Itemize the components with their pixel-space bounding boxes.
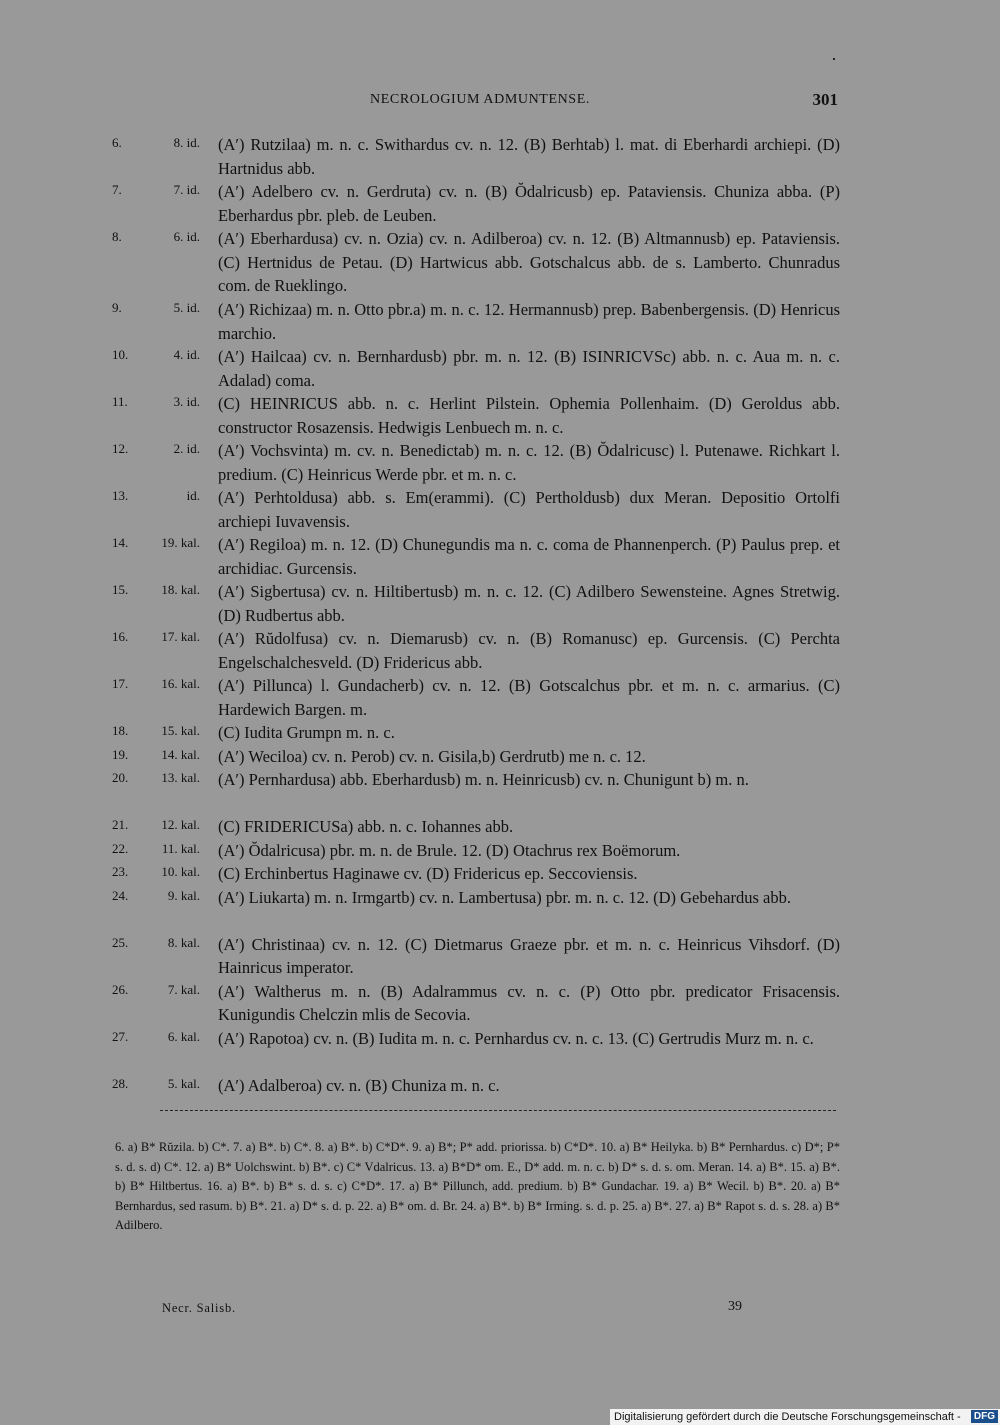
signature-mark: Necr. Salisb. <box>162 1301 236 1315</box>
entry <box>112 933 840 980</box>
entry <box>112 627 840 674</box>
entry-text: (A′) Eberhardusa) cv. n. Ozia) cv. n. Adilberoa) cv. n. 12. (B) Altmannusb) ep. Pataviensis. (C) Hertnidus de Petau. (D) Hartwicus abb. Gotschalcus abb. de s. Lamberto. Chunradus com. de Rueklingo. <box>218 229 840 295</box>
entry-number: 14. <box>112 535 129 550</box>
entry-date: 17. kal. <box>161 629 200 644</box>
entry <box>112 1074 840 1098</box>
entry-text: (C) FRIDERICUSa) abb. n. c. Iohannes abb. <box>218 817 514 836</box>
entry-number: 17. <box>112 676 129 691</box>
entry-text: (A′) Liukarta) m. n. Irmgartb) cv. n. Lambertusa) pbr. m. n. c. 12. (D) Gebehardus abb. <box>218 887 791 907</box>
page-header <box>120 92 840 114</box>
entry-text: (A′) Pillunca) l. Gundacherb) cv. n. 12. (B) Gotscalchus pbr. et m. n. c. armarius. (C) Hardewich Bargen. m. <box>218 676 840 719</box>
funding-banner[interactable] <box>610 1409 1000 1425</box>
entry <box>112 674 840 721</box>
entry <box>112 133 840 180</box>
entry-number: 7. <box>112 182 122 197</box>
entry-text: (A′) Pernhardusa) abb. Eberhardusb) m. n. Heinricusb) cv. n. Chunigunt b) m. n. <box>218 770 749 789</box>
entry-date: 7. id. <box>173 182 200 197</box>
funding-text: Digitalisierung gefördert durch die Deutsche Forschungsgemeinschaft - <box>614 1411 961 1423</box>
entry-text: (C) Erchinbertus Haginawe cv. (D) Fridericus ep. Seccoviensis. <box>218 864 638 883</box>
entry <box>112 1027 840 1074</box>
entry-date: 4. id. <box>173 347 200 362</box>
entry-number: 15. <box>112 582 129 597</box>
entry <box>112 721 840 745</box>
entry-text: (A′) Rapotoa) cv. n. (B) Iudita m. n. c. Pernhardus cv. n. c. 13. (C) Gertrudis Murz m. n. c. <box>218 1028 814 1048</box>
entry <box>112 839 840 863</box>
entry-number: 18. <box>112 723 129 738</box>
entry-number: 19. <box>112 746 129 762</box>
entry-text: (C) HEINRICUS abb. n. c. Herlint Pilstein. Ophemia Pollenhaim. (D) Geroldus abb. constructor Rosazensis. Hedwigis Lenbuech m. n. c. <box>218 394 840 437</box>
entry-text: (A′) Regiloa) m. n. 12. (D) Chunegundis ma n. c. coma de Phannenperch. (P) Paulus prep. et archidiac. Gurcensis. <box>218 535 840 578</box>
entry-date: 6. kal. <box>167 1028 200 1044</box>
page-number: 301 <box>812 90 838 109</box>
entry <box>112 886 840 933</box>
entry-number: 25. <box>112 934 129 950</box>
entry-number: 11. <box>112 394 128 409</box>
entry-date: 10. kal. <box>161 864 200 879</box>
entry-number: 20. <box>112 770 129 785</box>
entry-date: 6. id. <box>173 229 200 244</box>
entry <box>112 227 840 298</box>
entry-date: 7. kal. <box>167 981 200 997</box>
entry <box>112 745 840 769</box>
entry-date: 13. kal. <box>161 770 200 785</box>
entry-text: (A′) Rutzilaa) m. n. c. Swithardus cv. n. 12. (B) Berhtab) l. mat. di Eberhardi archiepi. (D) Hartnidus abb. <box>218 135 840 178</box>
entry-date: 12. kal. <box>161 817 200 832</box>
entry <box>112 768 840 815</box>
entry-number: 16. <box>112 629 129 644</box>
entry-text: (A′) Rŭdolfusa) cv. n. Diemarusb) cv. n. (B) Romanusc) ep. Gurcensis. (C) Perchta Engelschalchesveld. (D) Fridericus abb. <box>218 629 840 672</box>
entry-text: (A′) Christinaa) cv. n. 12. (C) Dietmarus Graeze pbr. et m. n. c. Heinricus Vihsdorf. (D) Hainricus imperator. <box>218 934 840 977</box>
entry-date: 8. kal. <box>167 934 200 950</box>
entry-text: (A′) Waltherus m. n. (B) Adalrammus cv. n. c. (P) Otto pbr. predicator Frisacensis. Kunigundis Chelczin mlis de Secovia. <box>218 981 840 1024</box>
entry <box>112 392 840 439</box>
entry-date: 5. id. <box>173 300 200 315</box>
entry <box>112 580 840 627</box>
entry <box>112 980 840 1027</box>
entry-date: 14. kal. <box>161 746 200 762</box>
entry-text: (A′) Ŏdalricusa) pbr. m. n. de Brule. 12. (D) Otachrus rex Boëmorum. <box>218 840 681 860</box>
entry-date: 11. kal. <box>161 840 200 856</box>
entry-date: 16. kal. <box>161 676 200 691</box>
entry-text: (A′) Vochsvinta) m. cv. n. Benedictab) m. n. c. 12. (B) Ŏdalricusc) l. Putenawe. Richkart l. predium. (C) Heinricus Werde pbr. et m. n. c. <box>218 441 840 484</box>
margin-mark <box>833 58 835 60</box>
entry <box>112 815 840 839</box>
entry <box>112 533 840 580</box>
entry <box>112 180 840 227</box>
necrology-entries <box>112 133 840 1097</box>
entry-date: 15. kal. <box>161 723 200 738</box>
entry-number: 8. <box>112 229 122 244</box>
entry-date: 9. kal. <box>167 887 200 903</box>
entry-number: 9. <box>112 300 122 315</box>
entry-number: 22. <box>112 840 129 856</box>
footnotes: 6. a) B* Rŭzila. b) C*. 7. a) B*. b) C*. 8. a) B*. b) C*D*. 9. a) B*; P* add. priorissa. b) C*D*. 10. a) B* Heilyka. b) B* Pernhardus. c) D*; P* s. d. s. d) C*. 12. a) B* Uolchswint. b) B*. c) C* Vdalricus. 13. a) B*D* om. E., D* add. m. n. c. b) D* s. d. s. om. Meran. 14. a) B*. 15. a) B*. b) B* Hiltbertus. 16. a) B*. b) B* s. d. s. c) C*D*. 17. a) B* Pillunch, add. predium. b) B* Gundachar. 19. a) B* Wecil. b) B*. 20. a) B* Bernhardus, sed rasum. b) B*. 21. a) D* s. d. p. 22. a) B* om. d. Br. 24. a) B*. b) B* Irming. s. d. p. 25. a) B*. 27. a) B* Rapot s. d. s. 28. a) B* Adilbero. <box>115 1140 840 1232</box>
entry-date: id. <box>186 488 200 503</box>
entry <box>112 345 840 392</box>
entry-date: 18. kal. <box>161 582 200 597</box>
entry <box>112 298 840 345</box>
entry-number: 23. <box>112 864 129 879</box>
entry-text: (A′) Perhtoldusa) abb. s. Em(erammi). (C) Pertholdusb) dux Meran. Depositio Ortolfi archiepi Iuvavensis. <box>218 488 840 531</box>
entry-number: 24. <box>112 887 129 903</box>
entry <box>112 439 840 486</box>
sheet-number: 39 <box>728 1299 742 1314</box>
entry-date: 2. id. <box>173 441 200 456</box>
entry-number: 12. <box>112 441 129 456</box>
entry-number: 28. <box>112 1075 129 1091</box>
entry-text: (A′) Adelbero cv. n. Gerdruta) cv. n. (B) Ŏdalricusb) ep. Pataviensis. Chuniza abba. (P) Eberhardus pbr. pleb. de Leuben. <box>218 182 840 225</box>
footnote-separator <box>160 1110 836 1112</box>
entry-date: 5. kal. <box>167 1075 200 1091</box>
entry-date: 3. id. <box>173 394 200 409</box>
entry-number: 21. <box>112 817 129 832</box>
entry-number: 10. <box>112 347 129 362</box>
entry-text: (A′) Sigbertusa) cv. n. Hiltibertusb) m. n. c. 12. (C) Adilbero Sewensteine. Agnes Stretwig. (D) Rudbertus abb. <box>218 582 840 625</box>
running-title: NECROLOGIUM ADMUNTENSE. <box>370 92 590 107</box>
entry-number: 26. <box>112 981 129 997</box>
entry-date: 8. id. <box>173 135 200 150</box>
entry-number: 27. <box>112 1028 129 1044</box>
entry <box>112 862 840 886</box>
entry-number: 13. <box>112 488 129 503</box>
entry-text: (C) Iudita Grumpn m. n. c. <box>218 723 395 742</box>
entry-text: (A′) Weciloa) cv. n. Perob) cv. n. Gisila,b) Gerdrutb) me n. c. 12. <box>218 746 646 766</box>
entry-text: (A′) Hailcaa) cv. n. Bernhardusb) pbr. m. n. 12. (B) ISINRICVSc) abb. n. c. Aua m. n. c. Adalad) coma. <box>218 347 840 390</box>
entry-text: (A′) Adalberoa) cv. n. (B) Chuniza m. n. c. <box>218 1075 500 1095</box>
dfg-logo-icon[interactable]: DFG <box>971 1410 998 1423</box>
entry-date: 19. kal. <box>161 535 200 550</box>
entry-number: 6. <box>112 135 122 150</box>
entry <box>112 486 840 533</box>
entry-text: (A′) Richizaa) m. n. Otto pbr.a) m. n. c. 12. Hermannusb) prep. Babenbergensis. (D) Henricus marchio. <box>218 300 840 343</box>
